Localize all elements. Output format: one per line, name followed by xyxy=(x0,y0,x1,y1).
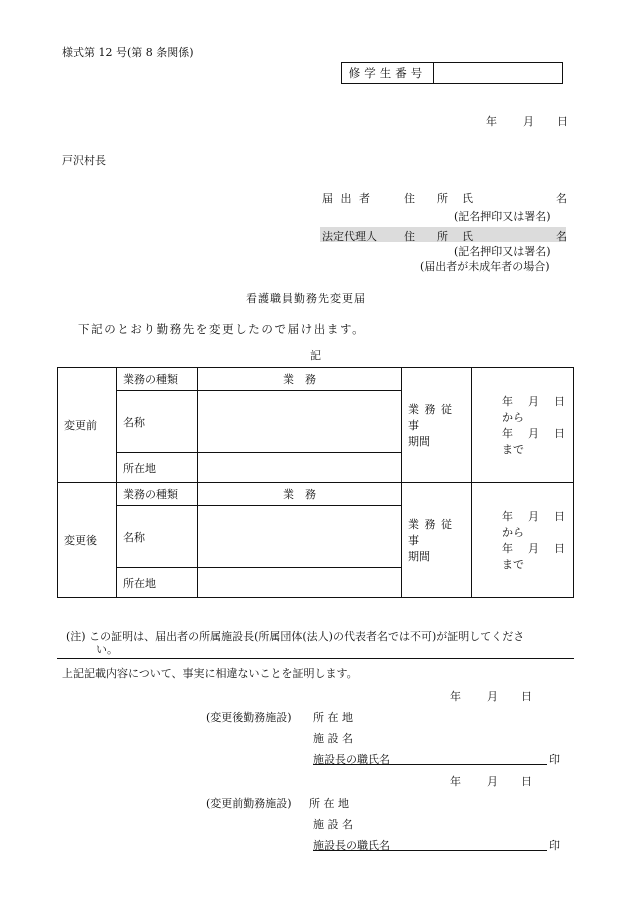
after-to-month: 月 xyxy=(528,542,539,555)
before-name-label: 名称 xyxy=(117,391,198,453)
after-period-to-date xyxy=(478,540,567,556)
before-label: 変更前 xyxy=(58,368,117,483)
cert-after-signature-line[interactable] xyxy=(313,764,547,765)
date-day: 日 xyxy=(557,115,568,128)
before-period-to-date xyxy=(478,425,567,441)
student-number-label: 修学生番号 xyxy=(342,63,434,83)
before-period-value[interactable] xyxy=(472,368,574,483)
after-from-day: 日 xyxy=(554,510,565,523)
before-location-label: 所在地 xyxy=(117,453,198,483)
after-work-type-label: 業務の種類 xyxy=(117,483,198,506)
after-name-label: 名称 xyxy=(117,506,198,568)
cert-before-label: (変更前勤務施設) xyxy=(206,797,292,810)
notifier-name-suffix: 名 xyxy=(556,192,567,205)
after-from-year: 年 xyxy=(502,510,513,523)
cert-before-day: 日 xyxy=(521,775,532,788)
note-text: (注) この証明は、届出者の所属施設長(所属団体(法人)の代表者名では不可)が証明してくださ xyxy=(66,630,525,643)
legal-rep-seal-note: (記名押印又は署名) xyxy=(454,245,551,258)
cert-before-location-label: 所 在 地 xyxy=(309,797,349,810)
workplace-table xyxy=(57,367,574,598)
after-to-day: 日 xyxy=(554,542,565,555)
document-title: 看護職員勤務先変更届 xyxy=(246,292,366,305)
cert-before-month: 月 xyxy=(487,775,498,788)
date-month: 月 xyxy=(523,115,534,128)
cert-after-seal: 印 xyxy=(549,753,560,766)
before-period-label-1: 業 務 従 事 xyxy=(408,403,453,432)
ki-heading: 記 xyxy=(310,349,321,362)
legal-rep-label: 法定代理人 xyxy=(322,230,377,243)
intro-text: 下記のとおり勤務先を変更したので届け出ます。 xyxy=(78,322,366,336)
addressee: 戸沢村長 xyxy=(62,154,106,167)
cert-before-facility-label: 施 設 名 xyxy=(313,818,353,831)
cert-before-year: 年 xyxy=(450,775,461,788)
before-period-from-date xyxy=(478,393,567,409)
after-period-value[interactable] xyxy=(472,483,574,598)
table-row xyxy=(58,368,574,391)
after-period-from-date xyxy=(478,508,567,524)
notifier-name-label: 氏 xyxy=(462,192,473,205)
after-to-year: 年 xyxy=(502,542,513,555)
legal-rep-address-label: 住 所 xyxy=(404,230,448,243)
cert-after-year: 年 xyxy=(450,690,461,703)
before-period-label xyxy=(402,368,472,483)
legal-rep-name-label: 氏 xyxy=(462,230,473,243)
before-period-to: まで xyxy=(502,443,524,456)
cert-after-day: 日 xyxy=(521,690,532,703)
before-to-month: 月 xyxy=(528,427,539,440)
after-work-value[interactable]: 業 務 xyxy=(198,483,402,506)
after-location-label: 所在地 xyxy=(117,568,198,598)
after-period-label-1: 業 務 従 事 xyxy=(408,518,453,547)
before-location-field[interactable] xyxy=(198,453,402,483)
table-row xyxy=(58,483,574,506)
cert-after-head-label: 施設長の職氏名 xyxy=(313,753,390,766)
cert-after-facility-label: 施 設 名 xyxy=(313,732,353,745)
cert-before-seal: 印 xyxy=(549,839,560,852)
notifier-address-label: 住 所 xyxy=(404,192,448,205)
after-period-to: まで xyxy=(502,558,524,571)
before-work-type-label: 業務の種類 xyxy=(117,368,198,391)
before-from-year: 年 xyxy=(502,395,513,408)
note-text-cont: い。 xyxy=(96,643,118,656)
form-number: 様式第 12 号(第 8 条関係) xyxy=(62,46,194,59)
after-location-field[interactable] xyxy=(198,568,402,598)
cert-before-head-label: 施設長の職氏名 xyxy=(313,839,390,852)
after-period-label-2: 期間 xyxy=(408,550,430,563)
cert-after-month: 月 xyxy=(487,690,498,703)
before-name-field[interactable] xyxy=(198,391,402,453)
after-period-from: から xyxy=(502,526,524,539)
notifier-label: 届 出 者 xyxy=(322,192,372,205)
cert-after-label: (変更後勤務施設) xyxy=(206,711,292,724)
before-work-value[interactable]: 業 務 xyxy=(198,368,402,391)
before-to-year: 年 xyxy=(502,427,513,440)
after-from-month: 月 xyxy=(528,510,539,523)
after-name-field[interactable] xyxy=(198,506,402,568)
student-number-box xyxy=(341,62,563,84)
before-from-day: 日 xyxy=(554,395,565,408)
before-period-from: から xyxy=(502,411,524,424)
notifier-seal-note: (記名押印又は署名) xyxy=(454,210,551,223)
cert-after-location-label: 所 在 地 xyxy=(313,711,353,724)
before-period-label-2: 期間 xyxy=(408,435,430,448)
legal-rep-name-suffix: 名 xyxy=(556,230,567,243)
legal-rep-minor-note: (届出者が未成年者の場合) xyxy=(420,260,550,273)
date-year: 年 xyxy=(486,115,497,128)
after-label: 変更後 xyxy=(58,483,117,598)
cert-before-signature-line[interactable] xyxy=(313,850,547,851)
student-number-field[interactable] xyxy=(434,63,562,83)
after-period-label xyxy=(402,483,472,598)
before-to-day: 日 xyxy=(554,427,565,440)
divider xyxy=(57,658,574,659)
certify-text: 上記記載内容について、事実に相違ないことを証明します。 xyxy=(62,667,358,680)
before-from-month: 月 xyxy=(528,395,539,408)
